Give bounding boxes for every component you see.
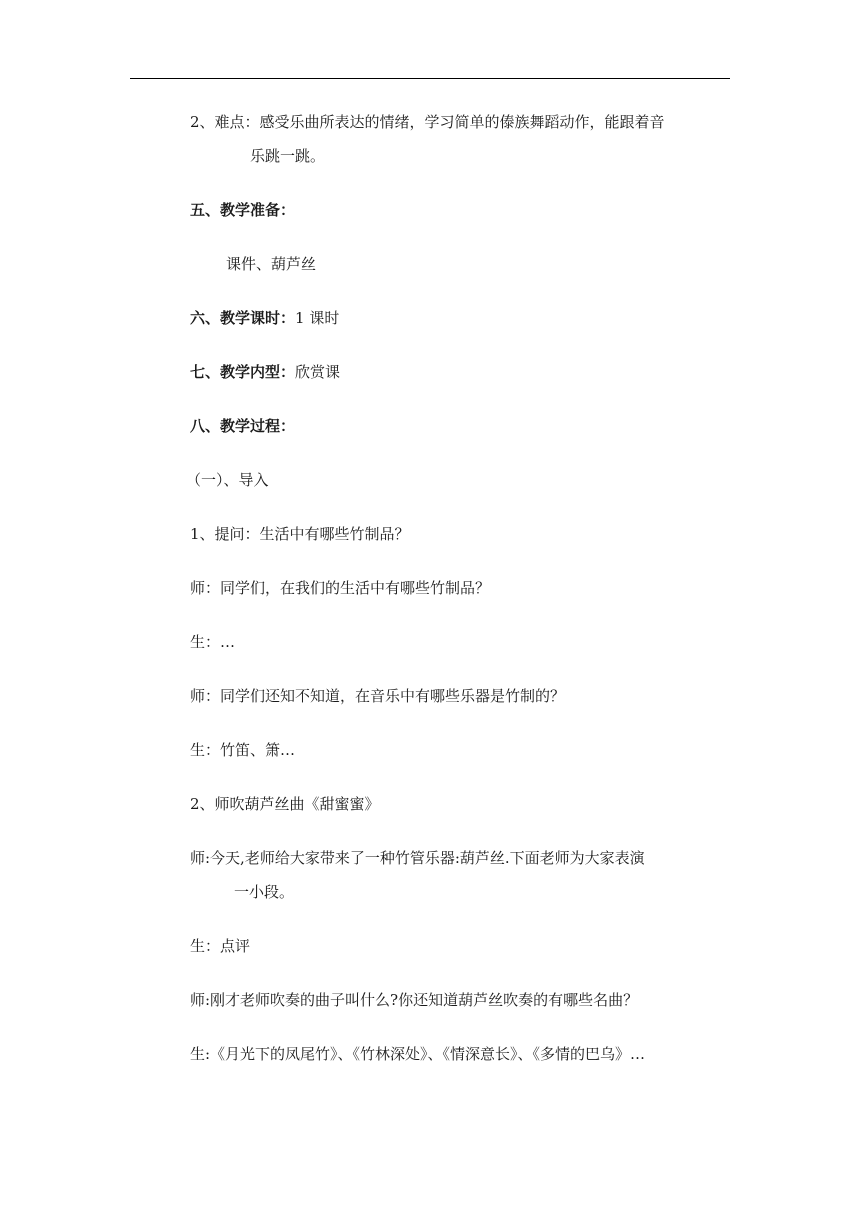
section-6-heading: 六、教学课时： xyxy=(190,309,296,327)
section-7 xyxy=(190,362,735,382)
section-7-heading: 七、教学内型： xyxy=(190,363,296,381)
student-line-3: 生：点评 xyxy=(190,937,251,955)
section-7-value: 欣赏课 xyxy=(295,363,341,381)
teacher-line-2: 师：同学们还知不知道，在音乐中有哪些乐器是竹制的？ xyxy=(190,687,566,705)
header-rule xyxy=(130,78,730,79)
difficulty-line-1: 2、难点：感受乐曲所表达的情绪，学习简单的傣族舞蹈动作，能跟着音 xyxy=(190,113,665,131)
intro-question-2: 2、师吹葫芦丝曲《甜蜜蜜》 xyxy=(190,795,380,813)
teacher-line-3b: 一小段。 xyxy=(234,883,295,901)
intro-question-1: 1、提问：生活中有哪些竹制品？ xyxy=(190,525,410,543)
teacher-line-4: 师:刚才老师吹奏的曲子叫什么?你还知道葫芦丝吹奏的有哪些名曲？ xyxy=(190,991,639,1009)
section-6-value: 1 课时 xyxy=(295,309,340,327)
section-5-heading: 五、教学准备： xyxy=(190,201,296,219)
teacher-line-3a: 师:今天,老师给大家带来了一种竹管乐器:葫芦丝.下面老师为大家表演 xyxy=(190,849,645,867)
student-line-1: 生：… xyxy=(190,633,236,651)
teacher-line-1: 师：同学们，在我们的生活中有哪些竹制品？ xyxy=(190,579,491,597)
intro-subheading: （一）、导入 xyxy=(186,471,269,489)
section-8-heading: 八、教学过程： xyxy=(190,417,296,435)
student-line-4: 生:《月光下的凤尾竹》、《竹林深处》、《情深意长》、《多情的巴乌》… xyxy=(190,1045,646,1063)
student-line-2: 生：竹笛、箫… xyxy=(190,741,296,759)
section-6 xyxy=(190,308,735,328)
difficulty-line-2: 乐跳一跳。 xyxy=(250,147,326,165)
section-5-content: 课件、葫芦丝 xyxy=(226,255,317,273)
